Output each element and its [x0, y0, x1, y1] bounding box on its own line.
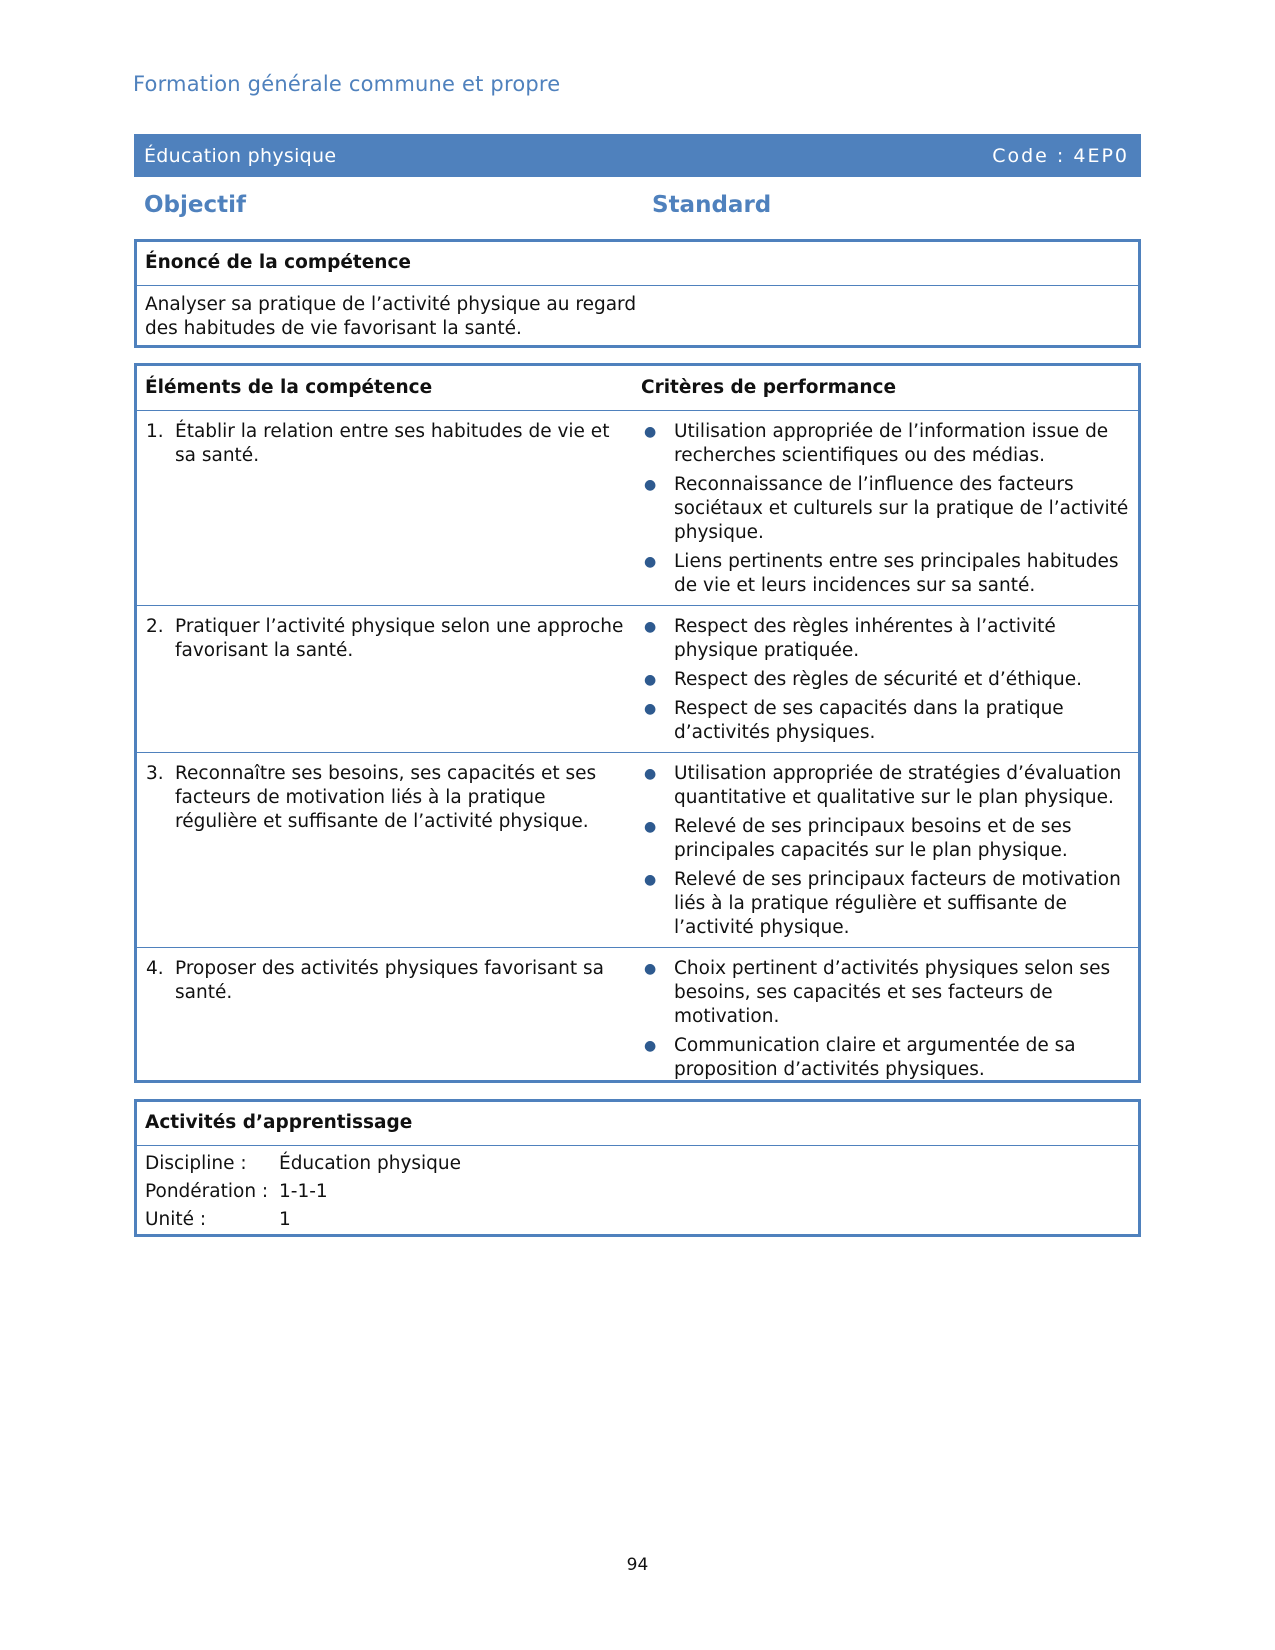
- elements-table: [134, 363, 1141, 1083]
- activites-heading: Activités d’apprentissage: [137, 1102, 1138, 1146]
- critere-item: [642, 420, 1129, 468]
- field-value: 1: [279, 1209, 291, 1230]
- column-header-criteres: Critères de performance: [633, 366, 1138, 410]
- element-number: 4.: [146, 957, 164, 979]
- critere-item: [642, 697, 1129, 745]
- element-text: Établir la relation entre ses habitudes de vie et sa santé.: [175, 420, 610, 466]
- element-text: Proposer des activités physiques favorisant sa santé.: [175, 957, 604, 1003]
- critere-text: Respect des règles inhérentes à l’activité physique pratiquée.: [674, 615, 1056, 661]
- table-row: [137, 605, 1138, 752]
- element-number: 1.: [146, 420, 164, 442]
- critere-text: Communication claire et argumentée de sa proposition d’activités physiques.: [674, 1034, 1076, 1080]
- bullet-icon: ●: [644, 1037, 657, 1054]
- bullet-icon: ●: [644, 700, 657, 717]
- bullet-icon: ●: [644, 553, 657, 570]
- critere-item: [642, 815, 1129, 863]
- ponderation-field: [145, 1178, 1130, 1206]
- table-row: [137, 752, 1138, 947]
- enonce-heading: Énoncé de la compétence: [137, 242, 1138, 286]
- critere-item: [642, 762, 1129, 810]
- critere-item: [642, 868, 1129, 940]
- objectif-label: Objectif: [144, 192, 247, 218]
- bullet-icon: ●: [644, 871, 657, 888]
- critere-text: Respect des règles de sécurité et d’éthique.: [674, 668, 1083, 690]
- field-label: Discipline :: [145, 1153, 247, 1174]
- bullet-icon: ●: [644, 671, 657, 688]
- bullet-icon: ●: [644, 476, 657, 493]
- bullet-icon: ●: [644, 960, 657, 977]
- bullet-icon: ●: [644, 818, 657, 835]
- critere-text: Utilisation appropriée de l’information issue de recherches scientifiques ou des médias.: [674, 420, 1109, 466]
- element-text: Pratiquer l’activité physique selon une approche favorisant la santé.: [175, 615, 624, 661]
- course-title-bar: [134, 134, 1141, 177]
- table-row: [137, 410, 1138, 605]
- field-label: Pondération :: [145, 1181, 269, 1202]
- field-label: Unité :: [145, 1209, 207, 1230]
- table-row: [137, 947, 1138, 1089]
- critere-text: Relevé de ses principaux facteurs de motivation liés à la pratique régulière et suffisante de l’activité physique.: [674, 868, 1121, 938]
- bullet-icon: ●: [644, 765, 657, 782]
- bullet-icon: ●: [644, 423, 657, 440]
- course-title: Éducation physique: [144, 144, 337, 167]
- critere-text: Utilisation appropriée de stratégies d’évaluation quantitative et qualitative sur le plan physique.: [674, 762, 1122, 808]
- page-number: 94: [626, 1555, 649, 1575]
- field-value: Éducation physique: [279, 1153, 462, 1174]
- discipline-field: [145, 1150, 1130, 1178]
- critere-text: Respect de ses capacités dans la pratique d’activités physiques.: [674, 697, 1064, 743]
- unite-field: [145, 1206, 1130, 1234]
- activites-box: [134, 1099, 1141, 1237]
- critere-text: Relevé de ses principaux besoins et de ses principales capacités sur le plan physique.: [674, 815, 1072, 861]
- standard-label: Standard: [652, 192, 772, 218]
- bullet-icon: ●: [644, 618, 657, 635]
- enonce-text: Analyser sa pratique de l’activité physique au regard des habitudes de vie favorisant la santé.: [145, 294, 637, 339]
- column-header-elements: Éléments de la compétence: [137, 366, 633, 410]
- critere-text: Liens pertinents entre ses principales habitudes de vie et leurs incidences sur sa santé.: [674, 550, 1119, 596]
- critere-item: [642, 1034, 1129, 1082]
- course-code: Code : 4EP0: [992, 144, 1129, 167]
- element-text: Reconnaître ses besoins, ses capacités et ses facteurs de motivation liés à la pratique régulière et suffisante de l’activité physique.: [175, 762, 597, 832]
- element-number: 2.: [146, 615, 164, 637]
- page-header: Formation générale commune et propre: [133, 72, 561, 96]
- critere-item: [642, 615, 1129, 663]
- element-number: 3.: [146, 762, 164, 784]
- field-value: 1-1-1: [279, 1181, 328, 1202]
- critere-item: [642, 668, 1129, 692]
- critere-text: Reconnaissance de l’influence des facteurs sociétaux et culturels sur la pratique de l’activité physique.: [674, 473, 1129, 543]
- enonce-box: [134, 239, 1141, 348]
- critere-item: [642, 550, 1129, 598]
- critere-item: [642, 473, 1129, 545]
- critere-item: [642, 957, 1129, 1029]
- critere-text: Choix pertinent d’activités physiques selon ses besoins, ses capacités et ses facteurs de motivation.: [674, 957, 1111, 1027]
